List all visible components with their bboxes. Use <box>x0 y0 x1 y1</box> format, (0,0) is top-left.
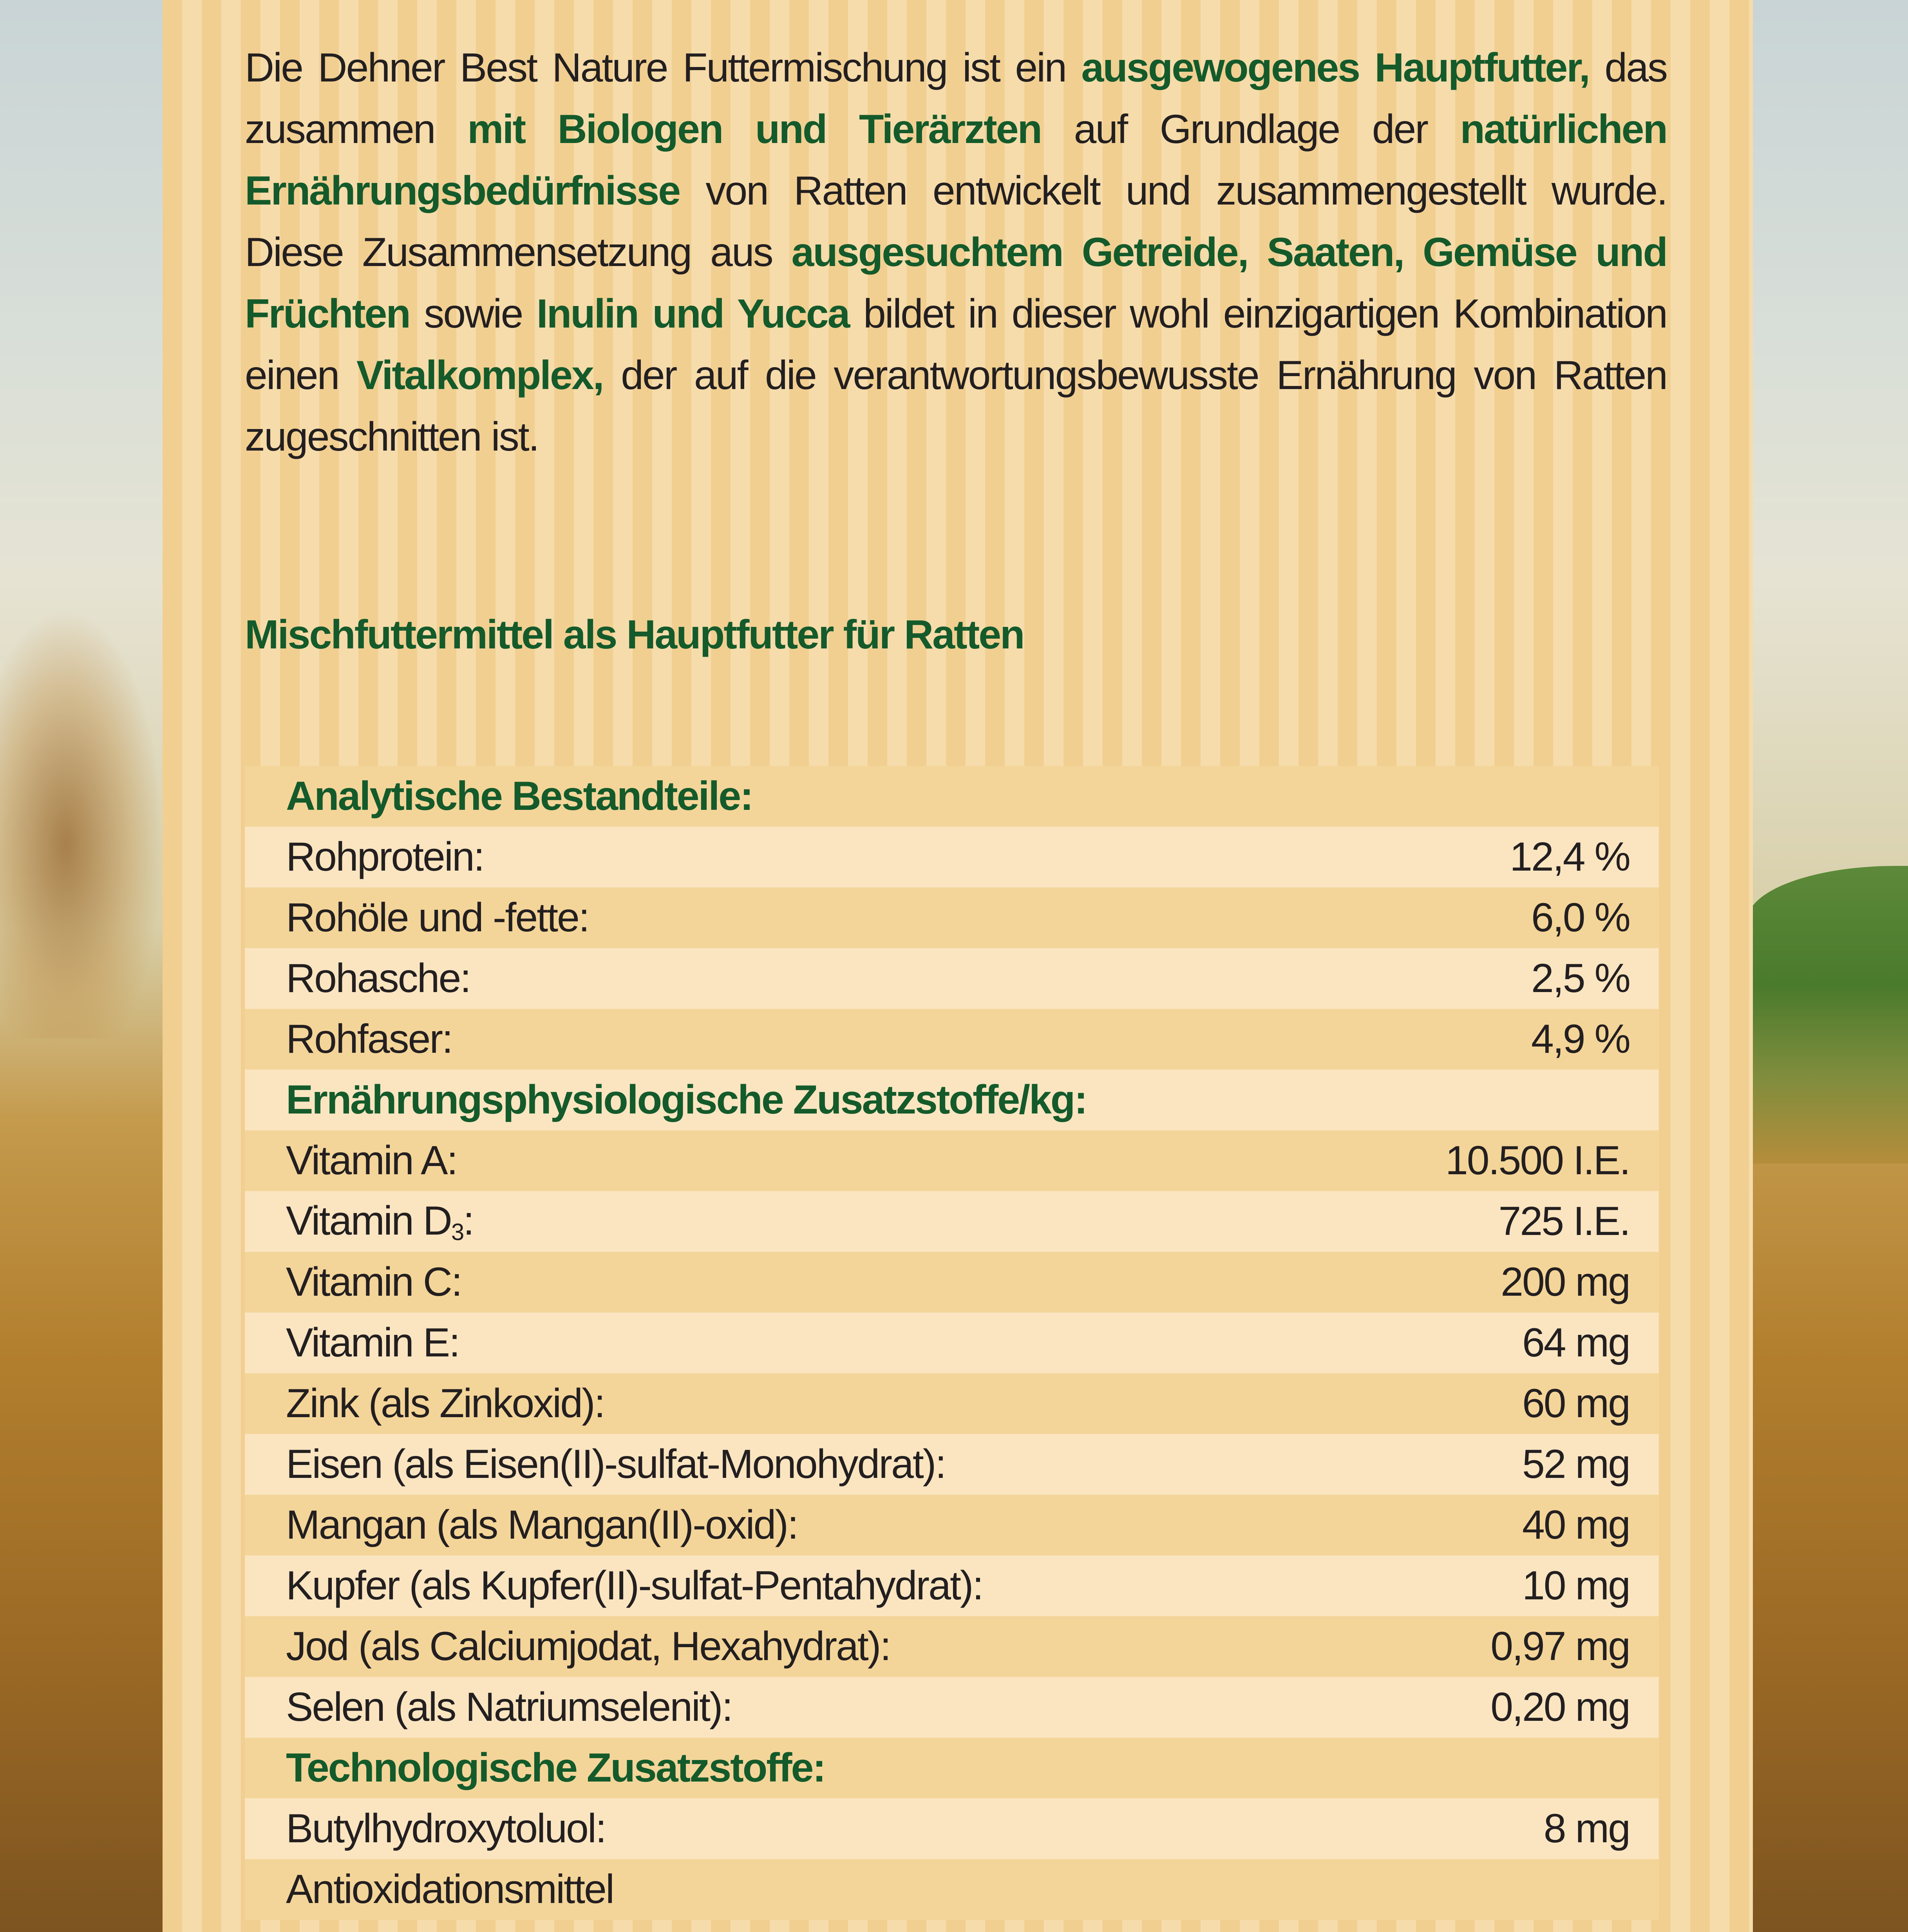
table-row <box>245 1859 1659 1920</box>
intro-highlight: ausgewogenes Hauptfutter, <box>1081 45 1589 91</box>
row-value: 200 mg <box>1501 1259 1629 1305</box>
table-row <box>245 1191 1659 1252</box>
table-row <box>245 948 1659 1009</box>
intro-paragraph <box>245 37 1667 468</box>
table-heading-row <box>245 766 1659 827</box>
analytic-heading: Analytische Bestandteile: <box>286 773 752 819</box>
row-label: Mangan (als Mangan(II)-oxid): <box>286 1502 798 1548</box>
row-label-colon: : <box>463 1198 474 1244</box>
row-label <box>286 1198 473 1246</box>
intro-text: von Ratten entwickelt und zusammengestellt wurde. Diese Zusammensetzung aus <box>245 168 1667 275</box>
table-row <box>245 1677 1659 1738</box>
intro-highlight: Inulin und Yucca <box>536 291 849 337</box>
row-value: 725 I.E. <box>1498 1199 1629 1244</box>
row-label: Vitamin A: <box>286 1138 457 1183</box>
intro-highlight: Vitalkomplex, <box>356 353 603 398</box>
section-title: Mischfuttermittel als Hauptfutter für Ratten <box>245 612 1024 657</box>
row-label: Rohfaser: <box>286 1016 452 1062</box>
table-row <box>245 1373 1659 1434</box>
row-label: Zink (als Zinkoxid): <box>286 1381 604 1426</box>
row-value: 0,20 mg <box>1490 1684 1629 1730</box>
row-value: 60 mg <box>1522 1381 1629 1426</box>
green-hills-background <box>1747 866 1908 1164</box>
table-row <box>245 1313 1659 1373</box>
table-heading-row <box>245 1070 1659 1130</box>
nutrition-heading: Ernährungsphysiologische Zusatzstoffe/kg: <box>286 1077 1087 1123</box>
intro-text: auf Grundlage der <box>1041 107 1460 152</box>
table-row <box>245 1495 1659 1555</box>
intro-highlight: natürlichen Ernährungsbedürfnisse <box>245 107 1667 214</box>
row-label: Kupfer (als Kupfer(II)-sulfat-Pentahydrat): <box>286 1563 983 1608</box>
table-row <box>245 1616 1659 1677</box>
intro-text: das zusammen <box>245 45 1667 152</box>
row-label: Eisen (als Eisen(II)-sulfat-Monohydrat): <box>286 1441 946 1487</box>
row-value: 52 mg <box>1522 1441 1629 1487</box>
row-value: 12,4 % <box>1510 834 1629 880</box>
composition-table <box>245 766 1659 1920</box>
row-label-subscript: 3 <box>451 1219 463 1245</box>
row-value: 8 mg <box>1543 1806 1629 1851</box>
intro-highlight: mit Biologen und Tierärzten <box>467 107 1042 152</box>
row-label: Vitamin E: <box>286 1320 459 1365</box>
table-row <box>245 1009 1659 1070</box>
row-value: 6,0 % <box>1531 895 1629 940</box>
intro-text: der auf die verantwortungsbewusste Ernährung von Ratten zugeschnitten ist. <box>245 353 1667 460</box>
table-row <box>245 1434 1659 1495</box>
table-row <box>245 1555 1659 1616</box>
row-label: Rohprotein: <box>286 834 484 880</box>
intro-text: sowie <box>409 291 537 337</box>
table-row <box>245 1130 1659 1191</box>
row-value: 2,5 % <box>1531 956 1629 1001</box>
row-label: Antioxidationsmittel <box>286 1867 613 1912</box>
row-value: 10.500 I.E. <box>1445 1138 1629 1183</box>
row-value: 0,97 mg <box>1490 1624 1629 1669</box>
table-row <box>245 1252 1659 1313</box>
intro-text: bildet in dieser wohl einzigartigen Kombination einen <box>245 291 1667 398</box>
row-label-main: Vitamin D <box>286 1198 451 1244</box>
row-value: 64 mg <box>1522 1320 1629 1365</box>
wheat-ears-background <box>0 607 165 1038</box>
row-label: Selen (als Natriumselenit): <box>286 1684 732 1730</box>
intro-highlight: ausgesuchtem Getreide, Saaten, Gemüse und Früchten <box>245 230 1667 337</box>
table-row <box>245 827 1659 887</box>
row-label: Jod (als Calciumjodat, Hexahydrat): <box>286 1624 890 1669</box>
row-value: 10 mg <box>1522 1563 1629 1608</box>
row-label: Vitamin C: <box>286 1259 461 1305</box>
row-label: Rohasche: <box>286 956 470 1001</box>
table-row <box>245 887 1659 948</box>
table-row <box>245 1798 1659 1859</box>
row-value: 4,9 % <box>1531 1016 1629 1062</box>
intro-text: Die Dehner Best Nature Futtermischung ist ein <box>245 45 1082 91</box>
row-label: Butylhydroxytoluol: <box>286 1806 606 1851</box>
row-label: Rohöle und -fette: <box>286 895 589 940</box>
table-heading-row <box>245 1738 1659 1798</box>
tech-heading: Technologische Zusatzstoffe: <box>286 1745 825 1791</box>
row-value: 40 mg <box>1522 1502 1629 1548</box>
